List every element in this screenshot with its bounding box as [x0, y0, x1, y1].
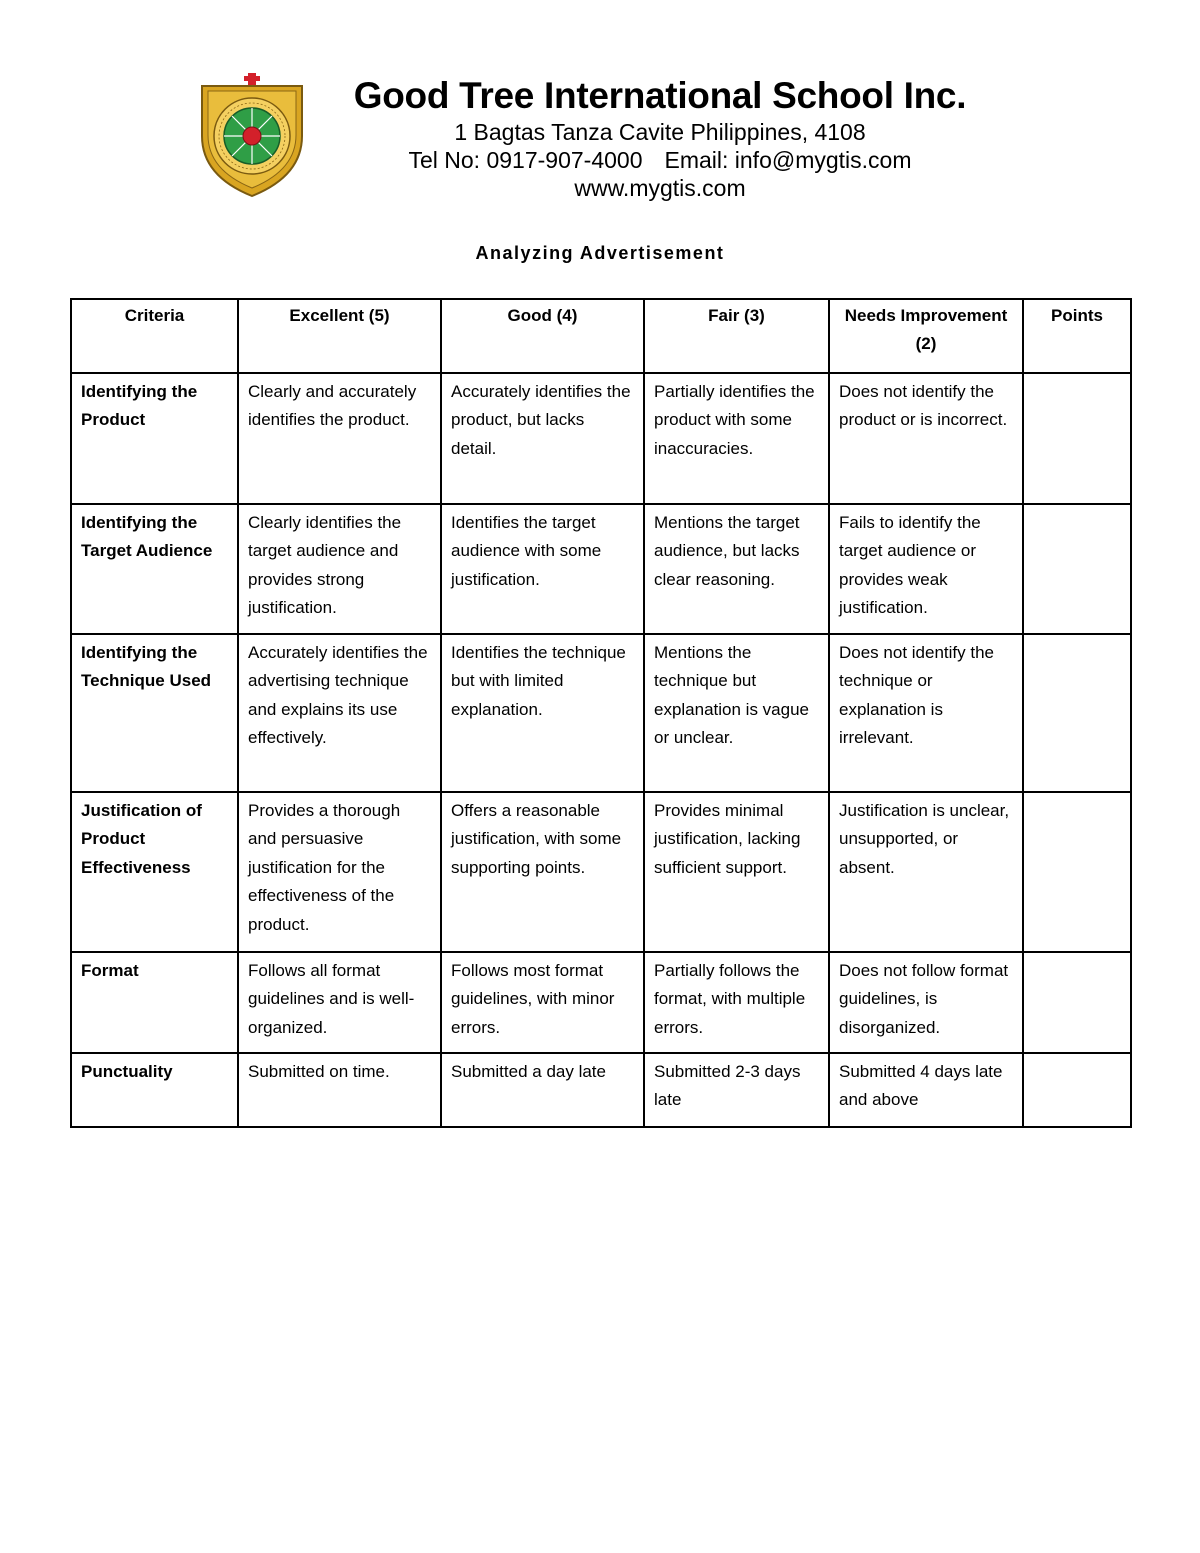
- needs-improvement-cell: Does not follow format guidelines, is disorganized.: [829, 952, 1023, 1053]
- good-cell: Identifies the technique but with limited explanation.: [441, 634, 644, 792]
- criteria-cell: Identifying the Product: [71, 373, 238, 504]
- criteria-cell: Justification of Product Effectiveness: [71, 792, 238, 952]
- header-points: Points: [1023, 299, 1131, 373]
- fair-cell: Mentions the technique but explanation is vague or unclear.: [644, 634, 829, 792]
- table-header-row: [71, 299, 1131, 373]
- fair-cell: Partially identifies the product with some inaccuracies.: [644, 373, 829, 504]
- excellent-cell: Submitted on time.: [238, 1053, 441, 1127]
- excellent-cell: Follows all format guidelines and is well-organized.: [238, 952, 441, 1053]
- needs-improvement-cell: Justification is unclear, unsupported, or absent.: [829, 792, 1023, 952]
- fair-cell: Provides minimal justification, lacking sufficient support.: [644, 792, 829, 952]
- fair-cell: Submitted 2-3 days late: [644, 1053, 829, 1127]
- good-cell: Accurately identifies the product, but lacks detail.: [441, 373, 644, 504]
- school-website: www.mygtis.com: [574, 175, 746, 201]
- good-cell: Identifies the target audience with some justification.: [441, 504, 644, 634]
- points-cell[interactable]: [1023, 952, 1131, 1053]
- needs-improvement-cell: Does not identify the technique or explanation is irrelevant.: [829, 634, 1023, 792]
- header-criteria: Criteria: [71, 299, 238, 373]
- school-address: 1 Bagtas Tanza Cavite Philippines, 4108: [454, 119, 866, 145]
- letterhead: [0, 0, 1200, 220]
- school-phone: Tel No: 0917-907-4000: [408, 147, 643, 173]
- header-good: Good (4): [441, 299, 644, 373]
- fair-cell: Mentions the target audience, but lacks clear reasoning.: [644, 504, 829, 634]
- needs-improvement-cell: Submitted 4 days late and above: [829, 1053, 1023, 1127]
- criteria-cell: Identifying the Technique Used: [71, 634, 238, 792]
- excellent-cell: Provides a thorough and persuasive justification for the effectiveness of the product.: [238, 792, 441, 952]
- school-seal-logo: [198, 72, 306, 198]
- excellent-cell: Clearly identifies the target audience and provides strong justification.: [238, 504, 441, 634]
- school-name: Good Tree International School Inc.: [353, 75, 967, 116]
- excellent-cell: Clearly and accurately identifies the product.: [238, 373, 441, 504]
- points-cell[interactable]: [1023, 1053, 1131, 1127]
- points-cell[interactable]: [1023, 504, 1131, 634]
- points-cell[interactable]: [1023, 373, 1131, 504]
- points-cell[interactable]: [1023, 792, 1131, 952]
- criteria-cell: Punctuality: [71, 1053, 238, 1127]
- good-cell: Offers a reasonable justification, with some supporting points.: [441, 792, 644, 952]
- document-title: Analyzing Advertisement: [475, 243, 725, 263]
- fair-cell: Partially follows the format, with multiple errors.: [644, 952, 829, 1053]
- table-row: [71, 1053, 1131, 1127]
- table-row: [71, 952, 1131, 1053]
- criteria-cell: Format: [71, 952, 238, 1053]
- criteria-cell: Identifying the Target Audience: [71, 504, 238, 634]
- table-row: [71, 792, 1131, 952]
- school-email: Email: info@mygtis.com: [664, 147, 912, 173]
- header-excellent: Excellent (5): [238, 299, 441, 373]
- table-row: [71, 373, 1131, 504]
- rubric-table: [70, 298, 1132, 1128]
- points-cell[interactable]: [1023, 634, 1131, 792]
- excellent-cell: Accurately identifies the advertising technique and explains its use effectively.: [238, 634, 441, 792]
- header-needs-improvement: Needs Improvement (2): [829, 299, 1023, 373]
- good-cell: Submitted a day late: [441, 1053, 644, 1127]
- needs-improvement-cell: Fails to identify the target audience or provides weak justification.: [829, 504, 1023, 634]
- table-row: [71, 634, 1131, 792]
- header-fair: Fair (3): [644, 299, 829, 373]
- good-cell: Follows most format guidelines, with minor errors.: [441, 952, 644, 1053]
- needs-improvement-cell: Does not identify the product or is incorrect.: [829, 373, 1023, 504]
- table-row: [71, 504, 1131, 634]
- contact-line: [330, 146, 990, 174]
